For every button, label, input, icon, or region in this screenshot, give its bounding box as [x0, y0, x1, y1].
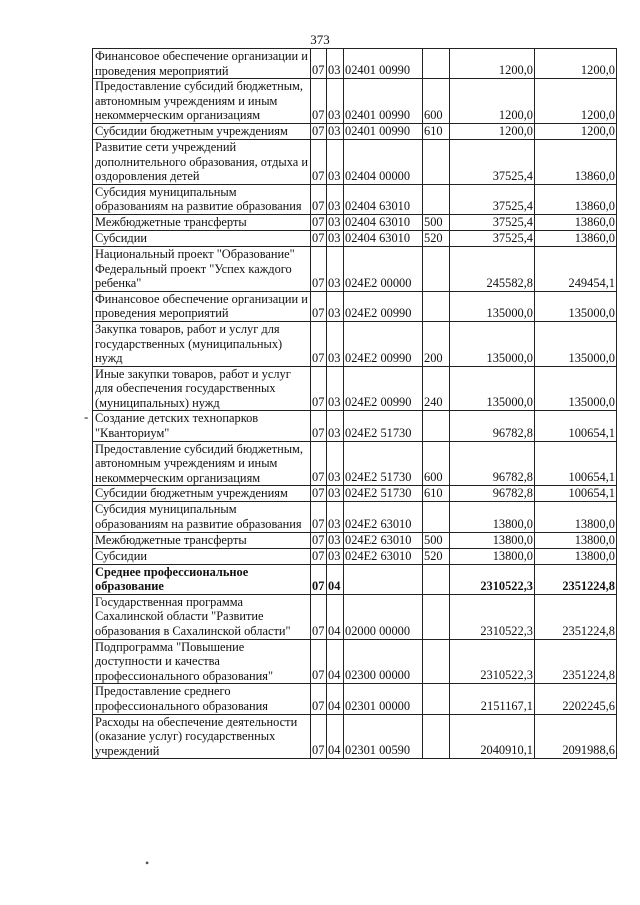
- row-target-article-code: 02401 00990: [344, 123, 423, 139]
- row-amount-year-1: 2040910,1: [450, 714, 535, 759]
- row-name: Развитие сети учреждений дополнительного образования, отдыха и оздоровления детей: [93, 139, 311, 184]
- row-subsection-code: 03: [327, 49, 344, 79]
- row-target-article-code: 02300 00000: [344, 639, 423, 684]
- row-subsection-code: 03: [327, 230, 344, 246]
- table-row: [93, 411, 617, 441]
- row-amount-year-1: 13800,0: [450, 548, 535, 564]
- row-amount-year-2: 135000,0: [535, 291, 617, 321]
- table-row: [93, 184, 617, 214]
- row-name: Закупка товаров, работ и услуг для государственных (муниципальных) нужд: [93, 321, 311, 366]
- row-section-code: 07: [311, 441, 327, 486]
- row-amount-year-1: 37525,4: [450, 230, 535, 246]
- row-subsection-code: 03: [327, 486, 344, 502]
- table-row: [93, 714, 617, 759]
- row-target-article-code: 024E2 51730: [344, 411, 423, 441]
- row-amount-year-2: 1200,0: [535, 123, 617, 139]
- row-subsection-code: 03: [327, 139, 344, 184]
- row-name: Субсидии: [93, 230, 311, 246]
- row-amount-year-2: 2091988,6: [535, 714, 617, 759]
- row-subsection-code: 03: [327, 441, 344, 486]
- row-amount-year-1: 96782,8: [450, 486, 535, 502]
- row-target-article-code: 02301 00590: [344, 714, 423, 759]
- row-amount-year-1: 1200,0: [450, 123, 535, 139]
- row-section-code: 07: [311, 714, 327, 759]
- row-amount-year-1: 37525,4: [450, 139, 535, 184]
- row-subsection-code: 03: [327, 214, 344, 230]
- row-subsection-code: 03: [327, 246, 344, 291]
- table-row: [93, 230, 617, 246]
- row-subsection-code: 03: [327, 411, 344, 441]
- row-section-code: 07: [311, 184, 327, 214]
- row-expense-type-code: 200: [423, 321, 450, 366]
- row-amount-year-2: 13860,0: [535, 184, 617, 214]
- table-row: [93, 548, 617, 564]
- row-name: Создание детских технопарков "Кванториум": [93, 411, 311, 441]
- table-row: [93, 79, 617, 124]
- row-expense-type-code: [423, 411, 450, 441]
- row-amount-year-2: 13800,0: [535, 548, 617, 564]
- row-name: Межбюджетные трансферты: [93, 214, 311, 230]
- row-name: Подпрограмма "Повышение доступности и качества профессионального образования": [93, 639, 311, 684]
- row-expense-type-code: 600: [423, 441, 450, 486]
- row-amount-year-1: 13800,0: [450, 502, 535, 532]
- scan-artifact: •: [145, 856, 150, 870]
- row-subsection-code: 04: [327, 684, 344, 714]
- row-name: Субсидия муниципальным образованиям на развитие образования: [93, 502, 311, 532]
- row-expense-type-code: [423, 684, 450, 714]
- row-name: Предоставление среднего профессионального образования: [93, 684, 311, 714]
- row-target-article-code: 02404 63010: [344, 184, 423, 214]
- row-amount-year-1: 2310522,3: [450, 639, 535, 684]
- table-row: [93, 291, 617, 321]
- table-row: [93, 594, 617, 639]
- row-section-code: 07: [311, 486, 327, 502]
- row-subsection-code: 03: [327, 79, 344, 124]
- table-row: [93, 486, 617, 502]
- row-target-article-code: 02401 00990: [344, 49, 423, 79]
- row-subsection-code: 03: [327, 123, 344, 139]
- table-row: [93, 639, 617, 684]
- row-expense-type-code: 520: [423, 230, 450, 246]
- table-row: [93, 441, 617, 486]
- row-expense-type-code: [423, 564, 450, 594]
- row-target-article-code: 024E2 51730: [344, 441, 423, 486]
- row-subsection-code: 03: [327, 532, 344, 548]
- row-amount-year-2: 1200,0: [535, 79, 617, 124]
- row-subsection-code: 04: [327, 594, 344, 639]
- row-expense-type-code: 610: [423, 123, 450, 139]
- row-expense-type-code: 610: [423, 486, 450, 502]
- row-name: Финансовое обеспечение организации и проведения мероприятий: [93, 49, 311, 79]
- row-amount-year-1: 135000,0: [450, 321, 535, 366]
- row-section-code: 07: [311, 291, 327, 321]
- row-amount-year-2: 135000,0: [535, 366, 617, 411]
- row-name: Расходы на обеспечение деятельности (оказание услуг) государственных учреждений: [93, 714, 311, 759]
- table-row: [93, 49, 617, 79]
- row-amount-year-1: 135000,0: [450, 366, 535, 411]
- row-section-code: 07: [311, 246, 327, 291]
- row-section-code: 07: [311, 139, 327, 184]
- row-name: Субсидии: [93, 548, 311, 564]
- row-section-code: 07: [311, 214, 327, 230]
- budget-table: [92, 48, 617, 759]
- row-name: Межбюджетные трансферты: [93, 532, 311, 548]
- row-target-article-code: 024E2 63010: [344, 502, 423, 532]
- row-name: Иные закупки товаров, работ и услуг для обеспечения государственных (муниципальных) нужд: [93, 366, 311, 411]
- row-expense-type-code: [423, 246, 450, 291]
- row-amount-year-2: 1200,0: [535, 49, 617, 79]
- row-section-code: 07: [311, 79, 327, 124]
- row-amount-year-2: 249454,1: [535, 246, 617, 291]
- row-name: Среднее профессиональное образование: [93, 564, 311, 594]
- row-subsection-code: 03: [327, 548, 344, 564]
- row-subsection-code: 03: [327, 291, 344, 321]
- table-row: [93, 139, 617, 184]
- row-amount-year-2: 2351224,8: [535, 564, 617, 594]
- row-amount-year-2: 13860,0: [535, 139, 617, 184]
- row-amount-year-2: 13860,0: [535, 230, 617, 246]
- table-row: [93, 502, 617, 532]
- row-target-article-code: 024E2 63010: [344, 532, 423, 548]
- row-amount-year-2: 2351224,8: [535, 594, 617, 639]
- row-target-article-code: 024E2 51730: [344, 486, 423, 502]
- row-amount-year-1: 2310522,3: [450, 564, 535, 594]
- row-target-article-code: 024E2 00990: [344, 366, 423, 411]
- row-amount-year-1: 135000,0: [450, 291, 535, 321]
- row-amount-year-2: 13800,0: [535, 502, 617, 532]
- row-expense-type-code: [423, 49, 450, 79]
- row-name: Предоставление субсидий бюджетным, автономным учреждениям и иным некоммерческим организациям: [93, 441, 311, 486]
- row-expense-type-code: [423, 714, 450, 759]
- row-expense-type-code: 600: [423, 79, 450, 124]
- row-target-article-code: 02404 00000: [344, 139, 423, 184]
- row-section-code: 07: [311, 532, 327, 548]
- row-amount-year-2: 13800,0: [535, 532, 617, 548]
- row-expense-type-code: [423, 502, 450, 532]
- row-name: Субсидия муниципальным образованиям на развитие образования: [93, 184, 311, 214]
- row-amount-year-1: 1200,0: [450, 49, 535, 79]
- row-subsection-code: 03: [327, 184, 344, 214]
- row-section-code: 07: [311, 548, 327, 564]
- row-target-article-code: 024E2 63010: [344, 548, 423, 564]
- row-target-article-code: 02401 00990: [344, 79, 423, 124]
- row-section-code: 07: [311, 321, 327, 366]
- row-amount-year-1: 96782,8: [450, 411, 535, 441]
- row-amount-year-2: 100654,1: [535, 411, 617, 441]
- row-amount-year-1: 2151167,1: [450, 684, 535, 714]
- row-section-code: 07: [311, 684, 327, 714]
- table-row: [93, 246, 617, 291]
- row-expense-type-code: [423, 139, 450, 184]
- row-amount-year-2: 2202245,6: [535, 684, 617, 714]
- row-target-article-code: 024E2 00990: [344, 291, 423, 321]
- row-section-code: 07: [311, 564, 327, 594]
- row-expense-type-code: [423, 639, 450, 684]
- row-amount-year-2: 100654,1: [535, 486, 617, 502]
- row-amount-year-2: 100654,1: [535, 441, 617, 486]
- row-target-article-code: 02404 63010: [344, 214, 423, 230]
- row-section-code: 07: [311, 639, 327, 684]
- table-row: [93, 321, 617, 366]
- row-name: Национальный проект "Образование" Федеральный проект "Успех каждого ребенка": [93, 246, 311, 291]
- row-amount-year-2: 135000,0: [535, 321, 617, 366]
- row-subsection-code: 04: [327, 714, 344, 759]
- table-row: [93, 684, 617, 714]
- row-section-code: 07: [311, 230, 327, 246]
- row-target-article-code: 02404 63010: [344, 230, 423, 246]
- row-amount-year-1: 245582,8: [450, 246, 535, 291]
- row-name: Государственная программа Сахалинской области "Развитие образования в Сахалинской области": [93, 594, 311, 639]
- row-target-article-code: 024E2 00000: [344, 246, 423, 291]
- row-amount-year-1: 13800,0: [450, 532, 535, 548]
- row-section-code: 07: [311, 411, 327, 441]
- row-amount-year-1: 2310522,3: [450, 594, 535, 639]
- row-expense-type-code: [423, 184, 450, 214]
- row-name: Субсидии бюджетным учреждениям: [93, 123, 311, 139]
- page-number: 373: [310, 32, 330, 47]
- table-row: [93, 214, 617, 230]
- row-name: Субсидии бюджетным учреждениям: [93, 486, 311, 502]
- table-row: [93, 366, 617, 411]
- row-amount-year-2: 2351224,8: [535, 639, 617, 684]
- row-target-article-code: 02000 00000: [344, 594, 423, 639]
- row-amount-year-1: 96782,8: [450, 441, 535, 486]
- table-body: [93, 49, 617, 759]
- row-subsection-code: 03: [327, 366, 344, 411]
- row-name: Предоставление субсидий бюджетным, автономным учреждениям и иным некоммерческим организациям: [93, 79, 311, 124]
- row-section-code: 07: [311, 49, 327, 79]
- row-expense-type-code: [423, 291, 450, 321]
- row-section-code: 07: [311, 502, 327, 532]
- row-subsection-code: 04: [327, 564, 344, 594]
- row-target-article-code: 024E2 00990: [344, 321, 423, 366]
- table-row: [93, 564, 617, 594]
- row-section-code: 07: [311, 366, 327, 411]
- row-expense-type-code: 520: [423, 548, 450, 564]
- row-expense-type-code: 500: [423, 214, 450, 230]
- row-subsection-code: 03: [327, 502, 344, 532]
- row-expense-type-code: 240: [423, 366, 450, 411]
- row-amount-year-2: 13860,0: [535, 214, 617, 230]
- table-row: [93, 123, 617, 139]
- row-target-article-code: [344, 564, 423, 594]
- margin-mark: -: [84, 409, 89, 424]
- row-section-code: 07: [311, 123, 327, 139]
- row-section-code: 07: [311, 594, 327, 639]
- row-expense-type-code: 500: [423, 532, 450, 548]
- row-amount-year-1: 1200,0: [450, 79, 535, 124]
- row-expense-type-code: [423, 594, 450, 639]
- row-target-article-code: 02301 00000: [344, 684, 423, 714]
- row-subsection-code: 03: [327, 321, 344, 366]
- row-amount-year-1: 37525,4: [450, 184, 535, 214]
- table-row: [93, 532, 617, 548]
- row-subsection-code: 04: [327, 639, 344, 684]
- row-amount-year-1: 37525,4: [450, 214, 535, 230]
- row-name: Финансовое обеспечение организации и проведения мероприятий: [93, 291, 311, 321]
